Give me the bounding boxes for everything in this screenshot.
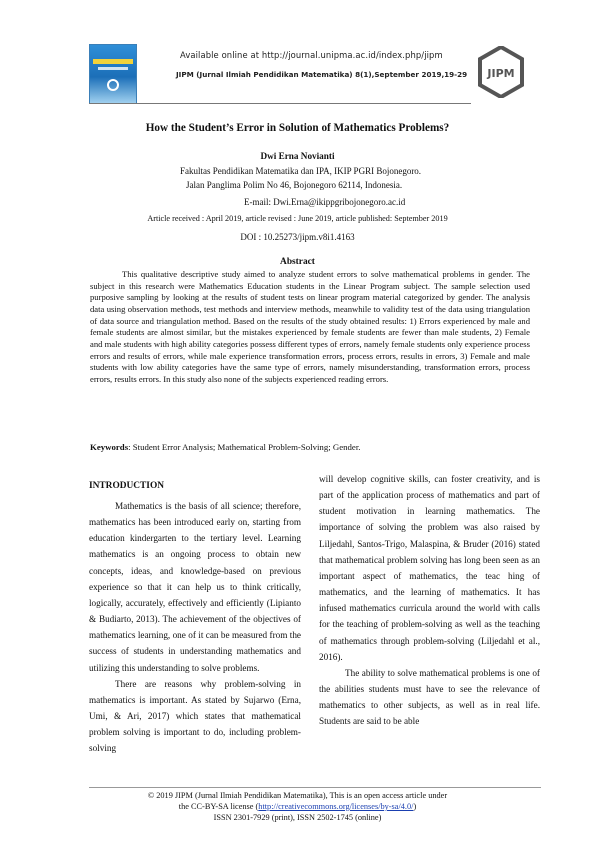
footer-copyright: © 2019 JIPM (Jurnal Ilmiah Pendidikan Matematika), This is an open access article under bbox=[147, 791, 448, 800]
affiliation-line-1: Fakultas Pendidikan Matematika dan IPA, IKIP PGRI Bojonegoro. bbox=[180, 166, 422, 176]
footer bbox=[60, 790, 535, 823]
footer-divider bbox=[89, 787, 541, 788]
header-divider bbox=[89, 103, 471, 104]
intro-paragraph: Mathematics is the basis of all science; therefore, mathematics has been introduced early on, starting from education kindergarten to the tertiary level. Learning mathematics is an ongoing process to obtain new concepts, ideas, and knowledge-based on previous experience so that it can help us to think critically, logically, accurately, effectively and efficiently (Lipianto & Budiarto, 2013). The achievement of the objectives of mathematics learning, one of it can be measured from the success of students in understanding mathematics and utilizing this understanding to solve problems. bbox=[89, 501, 301, 673]
abstract-text: This qualitative descriptive study aimed to analyze student errors to solve mathematical problems in gender. The subject in this research were Mathematics Education students in the Linear Program subject. The sample selection used purposive sampling by looking at the results of student tests on linear program material categorized by gender. The analysis data using observation methods, test methods and interview methods, meanwhile to validity test of the data using triangulation of data source and triangulation method. Based on the results of the study obtained results: 1) Errors experienced by male and female students are almost similar, but the mistakes experienced by female students are fewer than male students, 2) Female and male students with high ability categories possess different types of errors, namely female students only experience process errors and results of errors, while male experience transformation errors, process errors, results in errors, 3) Female and male students with low ability categories have the same type of errors, namely misunderstanding, transformation errors, process errors, results errors. In this study also none of the subjects experienced reading errors. bbox=[90, 269, 530, 384]
keywords-text: : Student Error Analysis; Mathematical Problem-Solving; Gender. bbox=[128, 442, 361, 452]
footer-issn: ISSN 2301-7929 (print), ISSN 2502-1745 (online) bbox=[213, 813, 382, 822]
intro-paragraph: There are reasons why problem-solving in mathematics is important. As stated by Sujarwo (Erna, Umi, & Ari, 2017) which states that mathematical problem solving is important to do, including problem-solving bbox=[89, 678, 301, 754]
logo-text: JIPM bbox=[487, 67, 515, 80]
article-title: How the Student’s Error in Solution of Mathematics Problems? bbox=[145, 122, 450, 134]
jipm-logo bbox=[478, 46, 524, 98]
footer-license-line: the CC-BY-SA license (http://creativecommons.org/licenses/by-sa/4.0/) bbox=[178, 802, 417, 811]
introduction-heading: INTRODUCTION bbox=[89, 481, 165, 491]
author-email: E-mail: Dwi.Erna@ikippgribojonegoro.ac.id bbox=[244, 197, 406, 207]
intro-left-column bbox=[89, 498, 301, 757]
intro-right-column bbox=[319, 471, 540, 730]
keywords-line bbox=[90, 442, 530, 452]
intro-paragraph: The ability to solve mathematical problems is one of the abilities students must have to see the relevance of mathematics to other subjects, as well as in real life. Students are said to be able bbox=[319, 667, 540, 727]
article-dates: Article received : April 2019, article revised : June 2019, article published: September 2019 bbox=[147, 214, 448, 223]
author-name: Dwi Erna Novianti bbox=[260, 151, 335, 161]
intro-paragraph: will develop cognitive skills, can foster creativity, and is part of the application process of mathematics and part of student motivation in learning mathematics. The importance of solving the problem was also raised by Liljedahl, Santos-Trigo, Malaspina, & Bruder (2016) stated that mathematical problem solving has long been seen as an important aspect of mathematics, the teac hing of mathematics, and the learning of mathematics. It has infused mathematics curricula around the world with calls for the teaching of problem-solving as well as the teaching of mathematics through problem-solving (Liljedahl et al., 2016). bbox=[319, 474, 540, 662]
available-online-line: Available online at http://journal.unipma.ac.id/index.php/jipm bbox=[180, 50, 443, 60]
abstract-heading: Abstract bbox=[280, 257, 315, 267]
affiliation-line-2: Jalan Panglima Polim No 46, Bojonegoro 62114, Indonesia. bbox=[186, 180, 403, 190]
keywords-label: Keywords bbox=[90, 442, 129, 452]
article-doi: DOI : 10.25273/jipm.v8i1.4163 bbox=[240, 232, 355, 242]
journal-citation-line: JIPM (Jurnal Ilmiah Pendidikan Matematika) 8(1),September 2019,19-29 bbox=[176, 70, 468, 79]
license-link[interactable]: http://creativecommons.org/licenses/by-sa/4.0/ bbox=[258, 802, 414, 811]
journal-cover-image bbox=[89, 44, 137, 104]
